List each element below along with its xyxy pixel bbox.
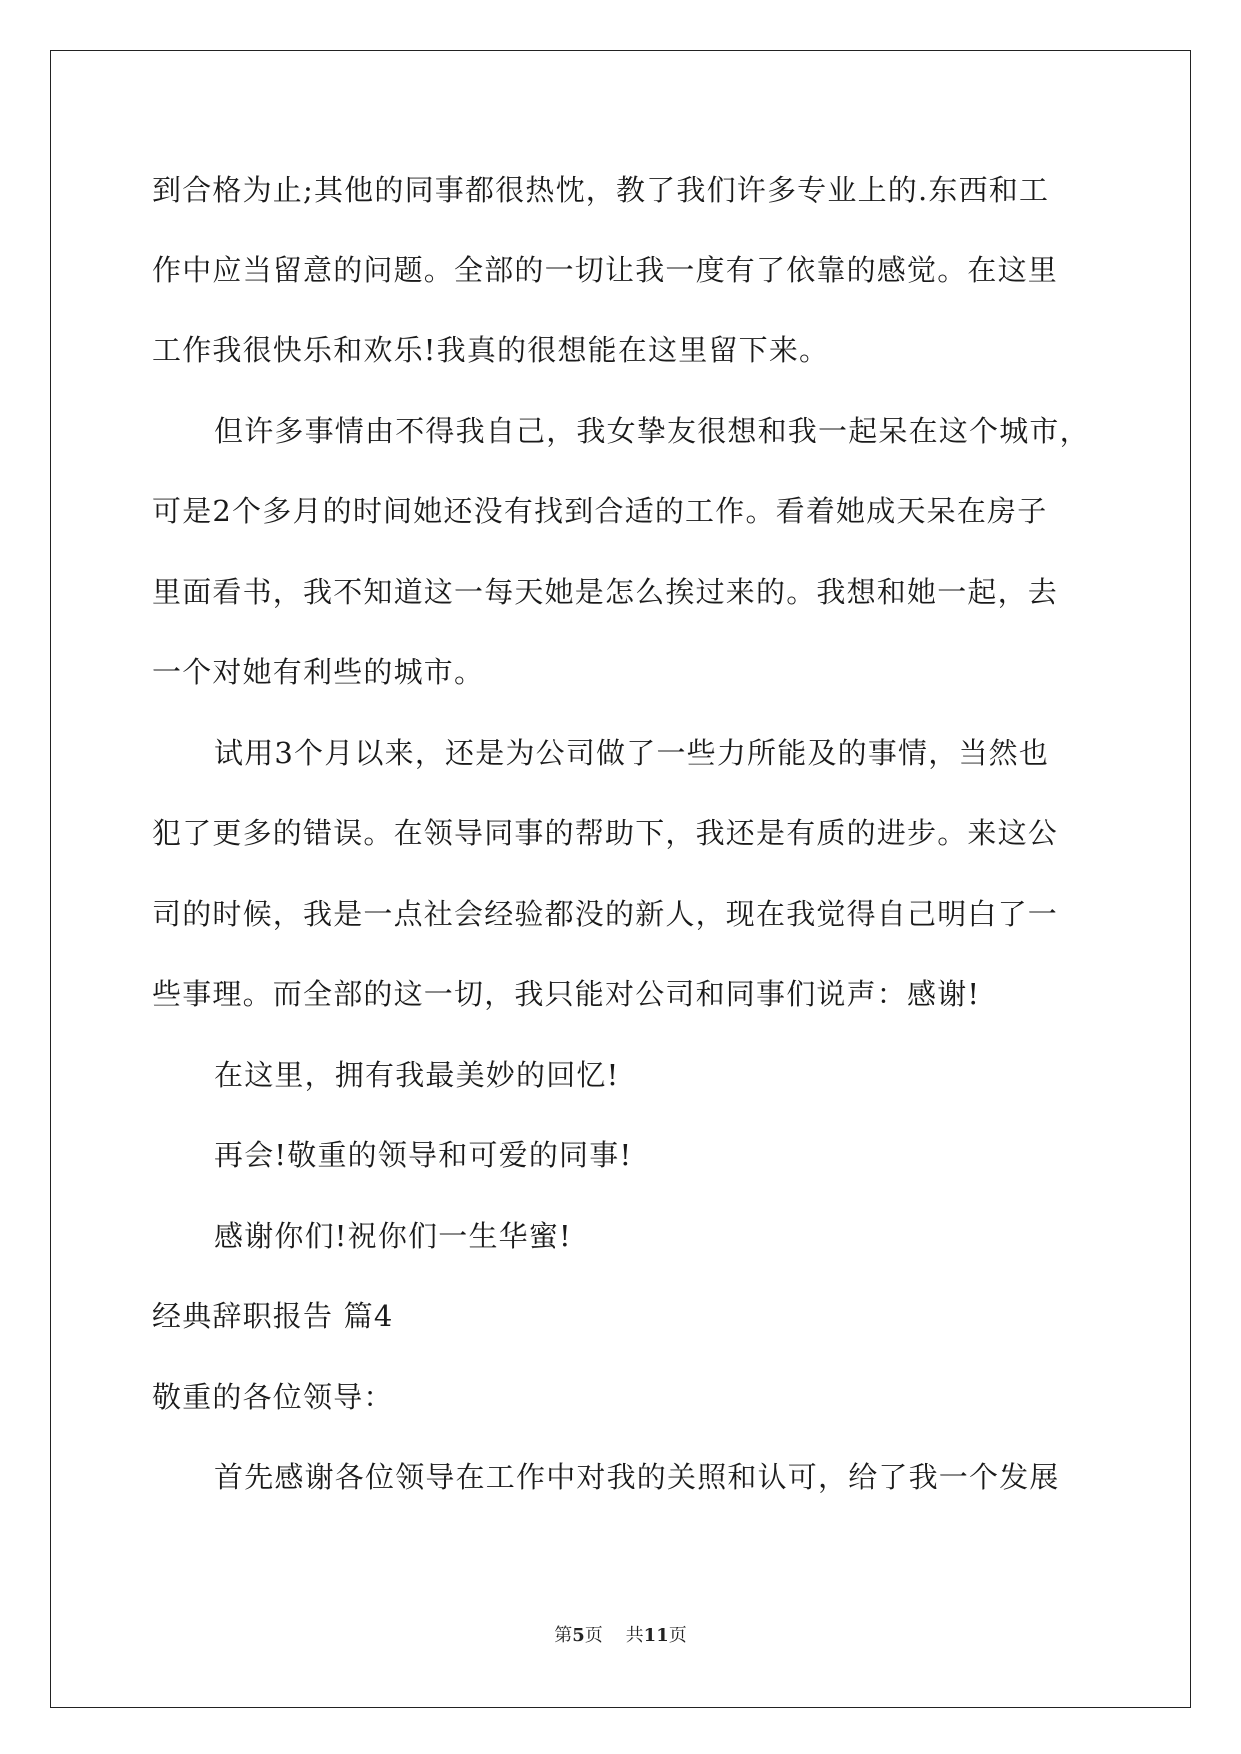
footer-total-prefix: 共 — [625, 1625, 644, 1646]
paragraph-line: 些事理。而全部的这一切，我只能对公司和同事们说声：感谢! — [152, 977, 981, 1011]
paragraph-line: 感谢你们!祝你们一生华蜜! — [214, 1219, 572, 1253]
paragraph-line: 一个对她有利些的城市。 — [152, 655, 485, 689]
footer-total-suffix: 页 — [668, 1625, 687, 1646]
paragraph-line: 犯了更多的错误。在领导同事的帮助下，我还是有质的进步。来这公 — [152, 816, 1059, 850]
paragraph-line: 再会!敬重的领导和可爱的同事! — [214, 1138, 633, 1172]
paragraph-line: 工作我很快乐和欢乐!我真的很想能在这里留下来。 — [152, 333, 830, 367]
footer-page-suffix: 页 — [584, 1625, 603, 1646]
salutation: 敬重的各位领导： — [152, 1380, 394, 1414]
paragraph-line: 司的时候，我是一点社会经验都没的新人，现在我觉得自己明白了一 — [152, 897, 1059, 931]
paragraph-line: 在这里，拥有我最美妙的回忆! — [214, 1058, 620, 1092]
total-page-number: 11 — [643, 1625, 669, 1646]
paragraph-line: 但许多事情由不得我自己，我女挚友很想和我一起呆在这个城市， — [214, 414, 1090, 448]
paragraph-line: 到合格为止;其他的同事都很热忱，教了我们许多专业上的.东西和工 — [152, 173, 1050, 207]
section-heading: 经典辞职报告 篇4 — [152, 1299, 394, 1333]
footer-prefix: 第 — [554, 1625, 573, 1646]
paragraph-line: 首先感谢各位领导在工作中对我的关照和认可，给了我一个发展 — [214, 1460, 1060, 1494]
page-footer — [0, 1624, 1241, 1648]
paragraph-line: 作中应当留意的问题。全部的一切让我一度有了依靠的感觉。在这里 — [152, 253, 1059, 287]
paragraph-line: 可是2个多月的时间她还没有找到合适的工作。看着她成天呆在房子 — [152, 494, 1048, 528]
current-page-number: 5 — [572, 1625, 585, 1646]
paragraph-line: 里面看书，我不知道这一每天她是怎么挨过来的。我想和她一起，去 — [152, 575, 1059, 609]
paragraph-line: 试用3个月以来，还是为公司做了一些力所能及的事情，当然也 — [214, 736, 1050, 770]
